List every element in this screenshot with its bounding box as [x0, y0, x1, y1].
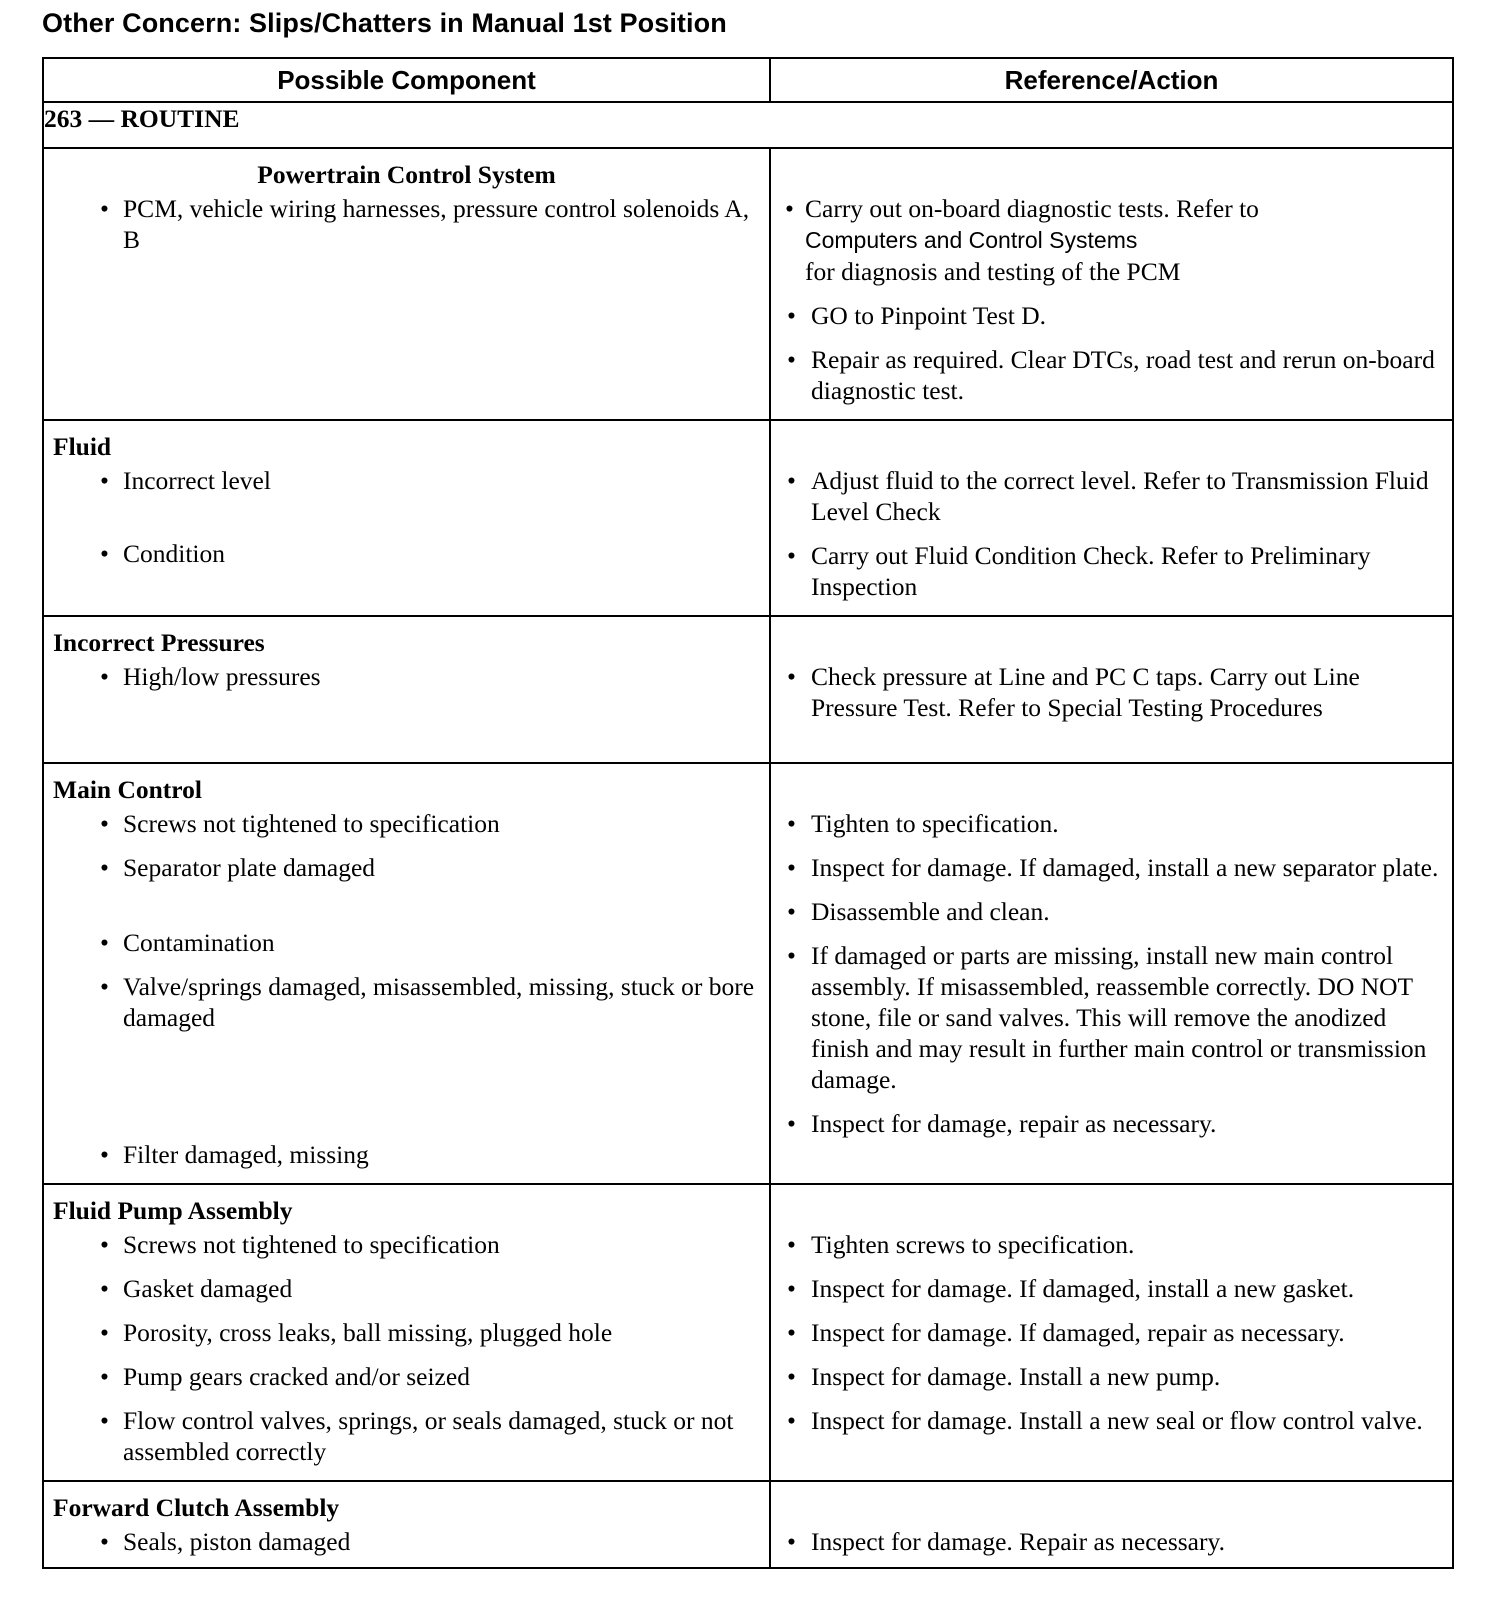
table-row [43, 420, 1453, 616]
list-item [771, 344, 1452, 406]
list-item [44, 193, 769, 255]
item-text: Inspect for damage, repair as necessary. [811, 1109, 1217, 1138]
header-possible-component: Possible Component [43, 58, 770, 102]
section-heading: Fluid Pump Assembly [53, 1196, 293, 1225]
item-text: Check pressure at Line and PC C taps. Carry out Line Pressure Test. Refer to Special Testing Procedures [811, 662, 1360, 722]
list-item [771, 661, 1452, 723]
header-row [43, 58, 1453, 102]
bullet: • [100, 1140, 109, 1169]
action-cell [770, 763, 1453, 1184]
bullet: • [787, 541, 796, 570]
item-text: PCM, vehicle wiring harnesses, pressure control solenoids A, B [123, 194, 750, 254]
component-cell [43, 1184, 770, 1481]
item-text: for diagnosis and testing of the PCM [805, 257, 1181, 286]
list-item [44, 852, 769, 883]
list-item [771, 1108, 1452, 1139]
list-item [44, 661, 769, 692]
component-cell [43, 1481, 770, 1568]
bullet: • [100, 1527, 109, 1556]
table-row [43, 1184, 1453, 1481]
bullet: • [100, 809, 109, 838]
item-text: Flow control valves, springs, or seals damaged, stuck or not assembled correctly [123, 1406, 734, 1466]
item-text: GO to Pinpoint Test D. [811, 301, 1047, 330]
component-cell [43, 148, 770, 420]
list-item [771, 808, 1452, 839]
bullet: • [787, 1274, 796, 1303]
section-heading: Powertrain Control System [257, 160, 556, 189]
bullet: • [100, 972, 109, 1001]
item-text: High/low pressures [123, 662, 321, 691]
section-spacer [771, 764, 1452, 808]
component-cell [43, 420, 770, 616]
table-row [43, 763, 1453, 1184]
item-text: Adjust fluid to the correct level. Refer to Transmission Fluid Level Check [811, 466, 1429, 526]
page-title: Other Concern: Slips/Chatters in Manual 1st Position [42, 8, 727, 38]
item-text: Filter damaged, missing [123, 1140, 369, 1169]
item-text: Screws not tightened to specification [123, 1230, 500, 1259]
list-item [771, 1405, 1452, 1436]
list-item [771, 1273, 1452, 1304]
bullet: • [787, 853, 796, 882]
table-row [43, 148, 1453, 420]
bullet: • [100, 662, 109, 691]
section-spacer [771, 421, 1452, 465]
item-text: Gasket damaged [123, 1274, 293, 1303]
list-item [44, 1317, 769, 1348]
bullet: • [100, 466, 109, 495]
bullet: • [100, 1274, 109, 1303]
list-item [771, 540, 1452, 602]
list-item [44, 1526, 769, 1557]
item-text: Repair as required. Clear DTCs, road test and rerun on-board diagnostic test. [811, 345, 1435, 405]
table-row [43, 616, 1453, 763]
bullet: • [100, 1230, 109, 1259]
section-spacer [771, 1185, 1452, 1229]
list-item [44, 971, 769, 1033]
action-cell [770, 1184, 1453, 1481]
bullet: • [787, 1109, 796, 1138]
list-item [771, 852, 1452, 883]
list-item [44, 1405, 769, 1467]
section-heading: Incorrect Pressures [53, 628, 265, 657]
action-cell [770, 1481, 1453, 1568]
bullet: • [787, 1406, 796, 1435]
list-item [771, 896, 1452, 927]
bullet: • [787, 1527, 796, 1556]
item-text: Valve/springs damaged, misassembled, missing, stuck or bore damaged [123, 972, 755, 1032]
section-heading: Main Control [53, 775, 202, 804]
bullet: • [787, 941, 796, 970]
list-item [44, 1139, 769, 1170]
section-spacer [771, 1482, 1452, 1526]
item-text: Tighten screws to specification. [811, 1230, 1135, 1259]
item-text: Porosity, cross leaks, ball missing, plugged hole [123, 1318, 613, 1347]
item-text: Screws not tightened to specification [123, 809, 500, 838]
item-text: Tighten to specification. [811, 809, 1059, 838]
item-text: Condition [123, 539, 226, 568]
bullet: • [787, 466, 796, 495]
section-heading: Fluid [53, 432, 112, 461]
list-item [771, 193, 1452, 287]
item-text: Inspect for damage. If damaged, install a new gasket. [811, 1274, 1355, 1303]
routine-row [43, 102, 1453, 148]
list-item [771, 465, 1452, 527]
bullet: • [785, 194, 794, 223]
reference-link[interactable]: Computers and Control Systems [805, 227, 1138, 253]
item-text: Pump gears cracked and/or seized [123, 1362, 470, 1391]
item-text: Contamination [123, 928, 275, 957]
list-item [771, 1229, 1452, 1260]
bullet: • [100, 194, 109, 223]
list-item [771, 940, 1452, 1095]
list-item [44, 538, 769, 569]
item-text: Inspect for damage. If damaged, install a new separator plate. [811, 853, 1439, 882]
list-item [44, 808, 769, 839]
list-item [44, 1273, 769, 1304]
item-text: If damaged or parts are missing, install new main control assembly. If misassembled, reassemble correctly. DO NOT stone, file or sand valves. This will remove the anodized finish and may result in further main control or transmission damage. [811, 941, 1427, 1094]
diagnosis-table [42, 57, 1454, 1569]
action-cell [770, 420, 1453, 616]
item-text: Separator plate damaged [123, 853, 376, 882]
bullet: • [100, 1406, 109, 1435]
bullet: • [787, 1362, 796, 1391]
bullet: • [100, 928, 109, 957]
action-cell [770, 616, 1453, 763]
bullet: • [100, 1362, 109, 1391]
component-cell [43, 616, 770, 763]
bullet: • [787, 1230, 796, 1259]
item-text: Inspect for damage. Install a new pump. [811, 1362, 1221, 1391]
bullet: • [787, 897, 796, 926]
routine-label: 263 — ROUTINE [43, 102, 1453, 148]
action-cell [770, 148, 1453, 420]
item-text: Carry out on-board diagnostic tests. Refer to [805, 194, 1259, 223]
item-text: Carry out Fluid Condition Check. Refer to Preliminary Inspection [811, 541, 1371, 601]
bullet: • [100, 539, 109, 568]
list-item [771, 1317, 1452, 1348]
item-text: Inspect for damage. Install a new seal or flow control valve. [811, 1406, 1423, 1435]
bullet: • [787, 662, 796, 691]
component-cell [43, 763, 770, 1184]
list-item [771, 1526, 1452, 1557]
bullet: • [100, 853, 109, 882]
header-reference-action: Reference/Action [770, 58, 1453, 102]
section-spacer [771, 149, 1452, 193]
bullet: • [787, 809, 796, 838]
item-text: Incorrect level [123, 466, 271, 495]
section-spacer [771, 617, 1452, 661]
table-row [43, 1481, 1453, 1568]
bullet: • [100, 1318, 109, 1347]
item-text: Inspect for damage. If damaged, repair as necessary. [811, 1318, 1345, 1347]
list-item [44, 927, 769, 958]
item-text: Inspect for damage. Repair as necessary. [811, 1527, 1225, 1556]
bullet: • [787, 301, 796, 330]
item-text: Seals, piston damaged [123, 1527, 351, 1556]
list-item [771, 300, 1452, 331]
list-item [44, 465, 769, 496]
item-text: Disassemble and clean. [811, 897, 1050, 926]
list-item [44, 1361, 769, 1392]
bullet: • [787, 345, 796, 374]
section-heading: Forward Clutch Assembly [53, 1493, 340, 1522]
list-item [44, 1229, 769, 1260]
list-item [771, 1361, 1452, 1392]
bullet: • [787, 1318, 796, 1347]
